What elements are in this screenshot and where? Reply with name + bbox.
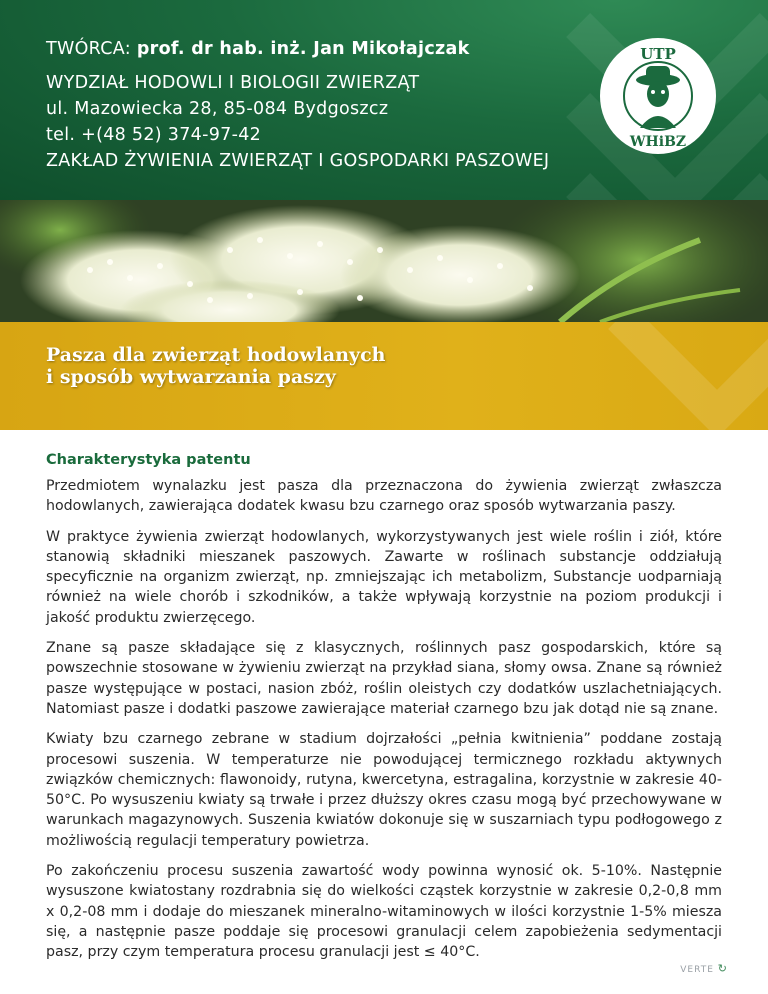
logo-top-text: UTP (640, 45, 676, 63)
chevron-decoration (608, 322, 768, 430)
creator-label: TWÓRCA: (46, 39, 137, 59)
department-name: WYDZIAŁ HODOWLI I BIOLOGII ZWIERZĄT (46, 73, 420, 93)
paragraph: Kwiaty bzu czarnego zebrane w stadium dojrzałości „pełnia kwitnienia” poddane zostają procesowi suszenia. W temperaturze nie powodującej termicznego rozkładu aktywnych związków chemicznych: flawonoidy, rutyna, kwercetyna, estragalina, korzystnie w zakresie 40-50°C. Po wysuszeniu kwiaty są trwałe i przez dłuższy okres czasu mogą być przechowywane w warunkach magazynowych. Suszenia kwiatów dokonuje się w suszarniach typu podłogowego z możliwością regulacji temperatury powietrza. (46, 731, 722, 849)
address: ul. Mazowiecka 28, 85-084 Bydgoszcz (46, 99, 389, 119)
creator-name: prof. dr hab. inż. Jan Mikołajczak (136, 39, 470, 59)
section-heading: Charakterystyka patentu (46, 452, 251, 468)
verte-note (680, 962, 728, 975)
unit-name: ZAKŁAD ŻYWIENIA ZWIERZĄT I GOSPODARKI PASZOWEJ (46, 151, 550, 171)
creator-line (46, 36, 549, 62)
turn-page-icon: ↻ (717, 962, 728, 975)
paragraph: Przedmiotem wynalazku jest pasza dla przeznaczona do żywienia zwierząt zwłaszcza hodowlanych, zawierająca dodatek kwasu bzu czarnego oraz sposób wytwarzania paszy. (46, 478, 722, 515)
elderflower-photo (0, 200, 768, 322)
phone: tel. +(48 52) 374-97-42 (46, 125, 262, 145)
paragraph: Po zakończeniu procesu suszenia zawartość wody powinna wynosić ok. 5-10%. Następnie wysuszone kwiatostany rozdrabnia się do wielkości cząstek korzystnie w zakresie 0,2-0,8 mm x 0,2-08 mm i dodaje do mieszanek mineralno-witaminowych w ilości korzystnie 1-5% miesza się, a następnie pasze poddaje się procesowi granulacji celem zapobieżenia sedymentacji pasz, przy czym temperatura procesu granulacji jest ≤ 40°C. (46, 863, 722, 961)
title-line-1: Pasza dla zwierząt hodowlanych (46, 344, 386, 366)
logo-bottom-text: WHiBZ (629, 134, 687, 150)
paragraph: W praktyce żywienia zwierząt hodowlanych, wykorzystywanych jest wiele roślin i ziół, które stanowią składniki mieszanek paszowych. Zawarte w roślinach substancje oddziałują specyficznie na organizm zwierząt, np. zmniejszając ich metabolizm, Substancje uodparniają również na wiele chorób i szkodników, a także wpływają korzystnie na poziom produkcji i jakość produktu zwierzęcego. (46, 528, 722, 626)
main-content (46, 452, 722, 973)
utp-logo (598, 36, 718, 156)
verte-label: VERTE (680, 965, 714, 975)
title-banner (0, 322, 768, 430)
title-line-2: i sposób wytwarzania paszy (46, 366, 336, 388)
elderflower-illustration (0, 200, 768, 322)
document-title (46, 344, 385, 388)
header-banner (0, 0, 768, 200)
header-info (46, 36, 549, 174)
paragraph: Znane są pasze składające się z klasycznych, roślinnych pasz gospodarskich, które są powszechnie stosowane w żywieniu zwierząt na przykład siana, słomy owsa. Znane są również pasze występujące w postaci, nasion zbóż, roślin oleistych czy dodatków uszlachetniających. Natomiast pasze i dodatki paszowe zawierające materiał czarnego bzu jak dotąd nie są znane. (46, 640, 722, 717)
